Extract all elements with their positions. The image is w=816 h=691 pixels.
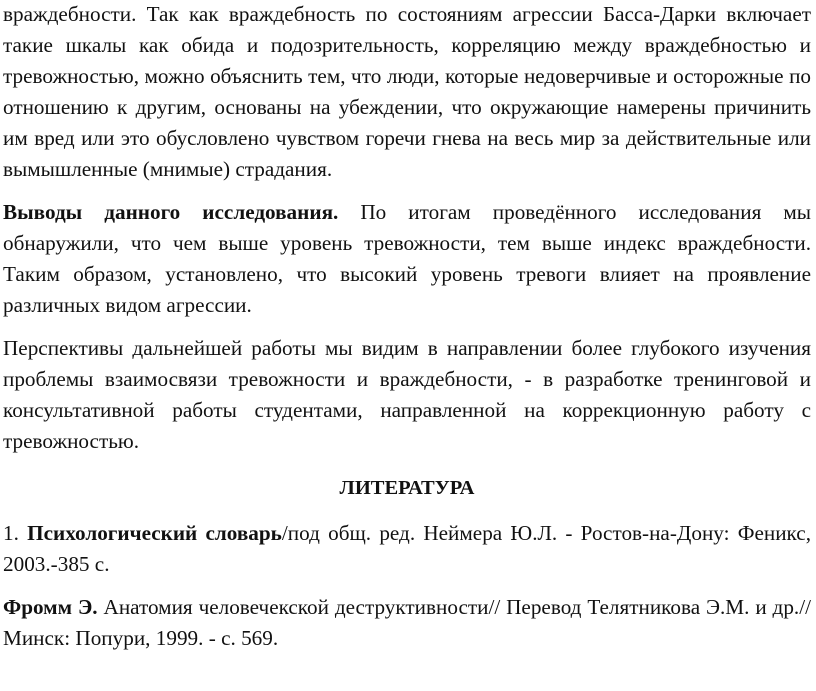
reference-details: Анатомия человечекской деструктивности// Перевод Телятникова Э.М. и др.//Минск: Попури, 1999. - с. 569. [3, 595, 812, 650]
reference-item [3, 518, 811, 580]
reference-item [3, 592, 811, 654]
reference-author: Фромм Э. [3, 595, 98, 619]
references-heading: ЛИТЕРАТУРА [339, 477, 475, 499]
reference-details: /под общ. ред. Неймера Ю.Л. - Ростов-на-Дону: Феникс, 2003.-385 с. [3, 521, 811, 576]
conclusions-lead-in: Выводы данного исследования. [3, 200, 339, 224]
body-paragraph-conclusions [3, 197, 811, 321]
reference-title: Психологический словарь [27, 521, 282, 545]
body-paragraph-perspectives: Перспективы дальнейшей работы мы видим в направлении более глубокого изучения проблемы взаимосвязи тревожности и враждебности, - в разработке тренинговой и консультативной работы студентами, направленной на коррекционную работу с тревожностью. [3, 336, 811, 453]
conclusions-text: По итогам проведённого исследования мы обнаружили, что чем выше уровень тревожности, тем выше индекс враждебности. Таким образом, установлено, что высокий уровень тревоги влияет на проявление различных видом агрессии. [3, 200, 811, 317]
body-paragraph-hostility: враждебности. Так как враждебность по состояниям агрессии Басса-Дарки включает такие шкалы как обида и подозрительность, корреляцию между враждебностью и тревожностью, можно объяснить тем, что люди, которые недоверчивые и осторожные по отношению к другим, основаны на убеждении, что окружающие намерены причинить им вред или это обусловлено чувством горечи гнева на весь мир за действительные или вымышленные (мнимые) страдания. [3, 2, 811, 181]
reference-number: 1. [3, 521, 19, 545]
